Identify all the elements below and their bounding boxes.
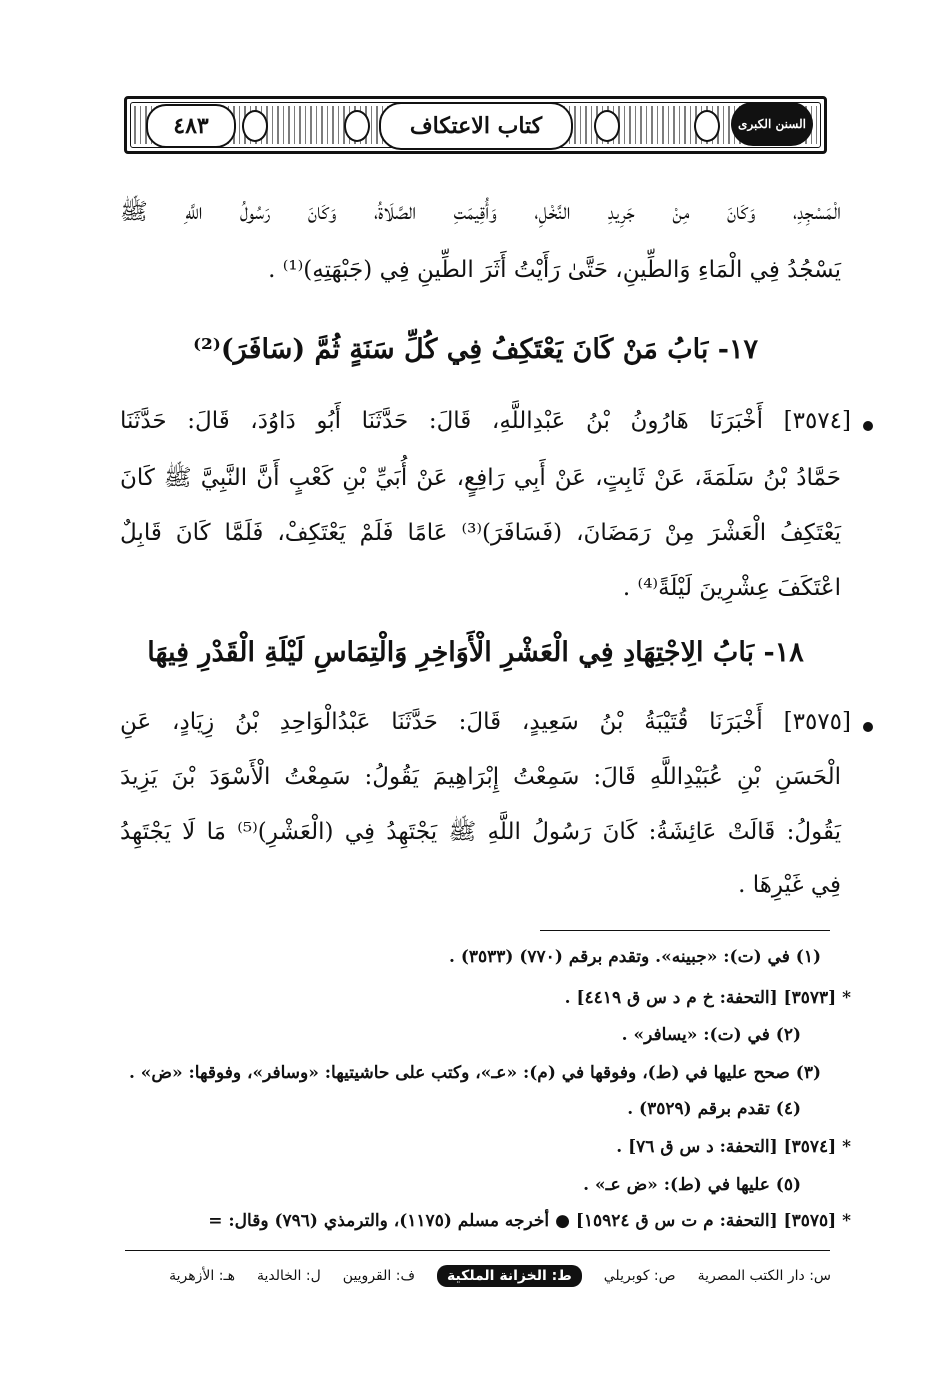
hadith-line: حَمَّادُ بْنُ سَلَمَةَ، عَنْ ثَابِتٍ، عَنْ أَبِي رَافِعٍ، عَنْ أُبَيِّ بْنِ كَعْبٍ أَنَّ النَّبِيَّ ﷺ كَانَ [120, 465, 841, 491]
chapter-heading-18: ١٨- بَابُ الِاجْتِهَادِ فِي الْعَشْرِ الْأَوَاخِرِ وَالْتِمَاسِ لَيْلَةِ الْقَدْرِ فِيهَا [147, 637, 804, 668]
ornament-knot-icon [344, 110, 370, 142]
book-title: كتاب الاعتكاف [409, 113, 543, 139]
hadith-bullet-icon [863, 421, 873, 431]
footnote-separator [540, 930, 830, 931]
series-logo [731, 102, 813, 146]
bottom-rule [125, 1250, 830, 1251]
siglum-highlighted: ط: الخزانة الملكية [437, 1265, 582, 1287]
footnote: (٤) تقدم برقم (٣٥٢٩) . [627, 1099, 801, 1119]
hadith-line: يَعْتَكِفُ الْعَشْرَ مِنْ رَمَضَانَ، (فَسَافَرَ)⁽³⁾ عَامًا فَلَمْ يَعْتَكِفْ، فَلَمَّا كَانَ قَابِلٌ [120, 520, 841, 546]
hadith-line: الْحَسَنِ بْنِ عُبَيْدِاللَّهِ قَالَ: سَمِعْتُ إِبْرَاهِيمَ يَقُولُ: سَمِعْتُ الْأَسْوَدَ بْنَ يَزِيدَ [120, 764, 841, 790]
book-title-box [379, 102, 573, 150]
siglum: ل: الخالدية [256, 1268, 321, 1284]
manuscript-sigla [140, 1262, 831, 1290]
footnote: (٥) عليها في (ط): «ض عـ» . [583, 1175, 801, 1195]
ornament-knot-icon [242, 110, 268, 142]
footnote: (٣) صحح عليها في (ط)، وفوقها في (م): «عـ»، وكتب على حاشيتيها: «وسافر»، وفوقها: «ض» . [128, 1063, 821, 1083]
hadith-bullet-icon [863, 722, 873, 732]
footnote-takhrij: * [٣٥٧٤] [التحفة: د س ق ٧٦] . [616, 1137, 851, 1157]
body-line: الْمَسْجِدِ، وَكَانَ مِنْ جَرِيدِ النَّخْلِ، وَأُقِيمَتِ الصَّلَاةُ، وَكَانَ رَسُولُ اللَّهِ ﷺ [120, 199, 841, 225]
footnote: (٢) في (ت): «يسافر» . [621, 1025, 801, 1045]
siglum: س: دار الكتب المصرية [697, 1268, 831, 1284]
hadith-line: [٣٥٧٤] أَخْبَرَنَا هَارُونُ بْنُ عَبْدِاللَّهِ، قَالَ: حَدَّثَنَا أَبُو دَاوُدَ، قَالَ: حَدَّثَنَا [120, 408, 851, 434]
chapter-heading-17: ١٧- بَابُ مَنْ كَانَ يَعْتَكِفُ فِي كُلِّ سَنَةٍ ثُمَّ (سَافَرَ)⁽²⁾ [192, 334, 758, 365]
siglum: هـ: الأزهرية [169, 1268, 235, 1284]
siglum: ص: كوبريلي [603, 1268, 676, 1284]
ornament-knot-icon [594, 110, 620, 142]
hadith-line: فِي غَيْرِهَا . [738, 872, 841, 898]
footnote: (١) في (ت): «جبينه». وتقدم برقم (٧٧٠) (٣٥٣٣) . [448, 947, 821, 967]
siglum: ف: القرويين [342, 1268, 415, 1284]
hadith-line: [٣٥٧٥] أَخْبَرَنَا قُتَيْبَةُ بْنُ سَعِيدٍ، قَالَ: حَدَّثَنَا عَبْدُالْوَاحِدِ بْنُ زِيَادٍ، عَنِ [120, 709, 851, 735]
footnote-takhrij: * [٣٥٧٥] [التحفة: م ت س ق ١٥٩٢٤] ● أخرجه مسلم (١١٧٥)، والترمذي (٧٩٦) وقال: = [208, 1211, 851, 1231]
footnote-takhrij: * [٣٥٧٣] [التحفة: خ م د س ق ٤٤١٩] . [564, 988, 851, 1008]
page-number: ٤٨٣ [146, 104, 236, 148]
hadith-line: يَقُولُ: قَالَتْ عَائِشَةُ: كَانَ رَسُولُ اللَّهِ ﷺ يَجْتَهِدُ فِي (الْعَشْرِ)⁽⁵⁾ مَا لَا يَجْتَهِدُ [120, 819, 842, 845]
page-header [124, 96, 827, 154]
series-logo-text: السنن الكبرى [738, 117, 806, 131]
body-line: يَسْجُدُ فِي الْمَاءِ وَالطِّينِ، حَتَّىٰ رَأَيْتُ أَثَرَ الطِّينِ فِي (جَبْهَتِهِ)⁽¹⁾ . [268, 257, 841, 283]
hadith-line: اعْتَكَفَ عِشْرِينَ لَيْلَةً⁽⁴⁾ . [622, 575, 841, 601]
ornament-knot-icon [694, 110, 720, 142]
